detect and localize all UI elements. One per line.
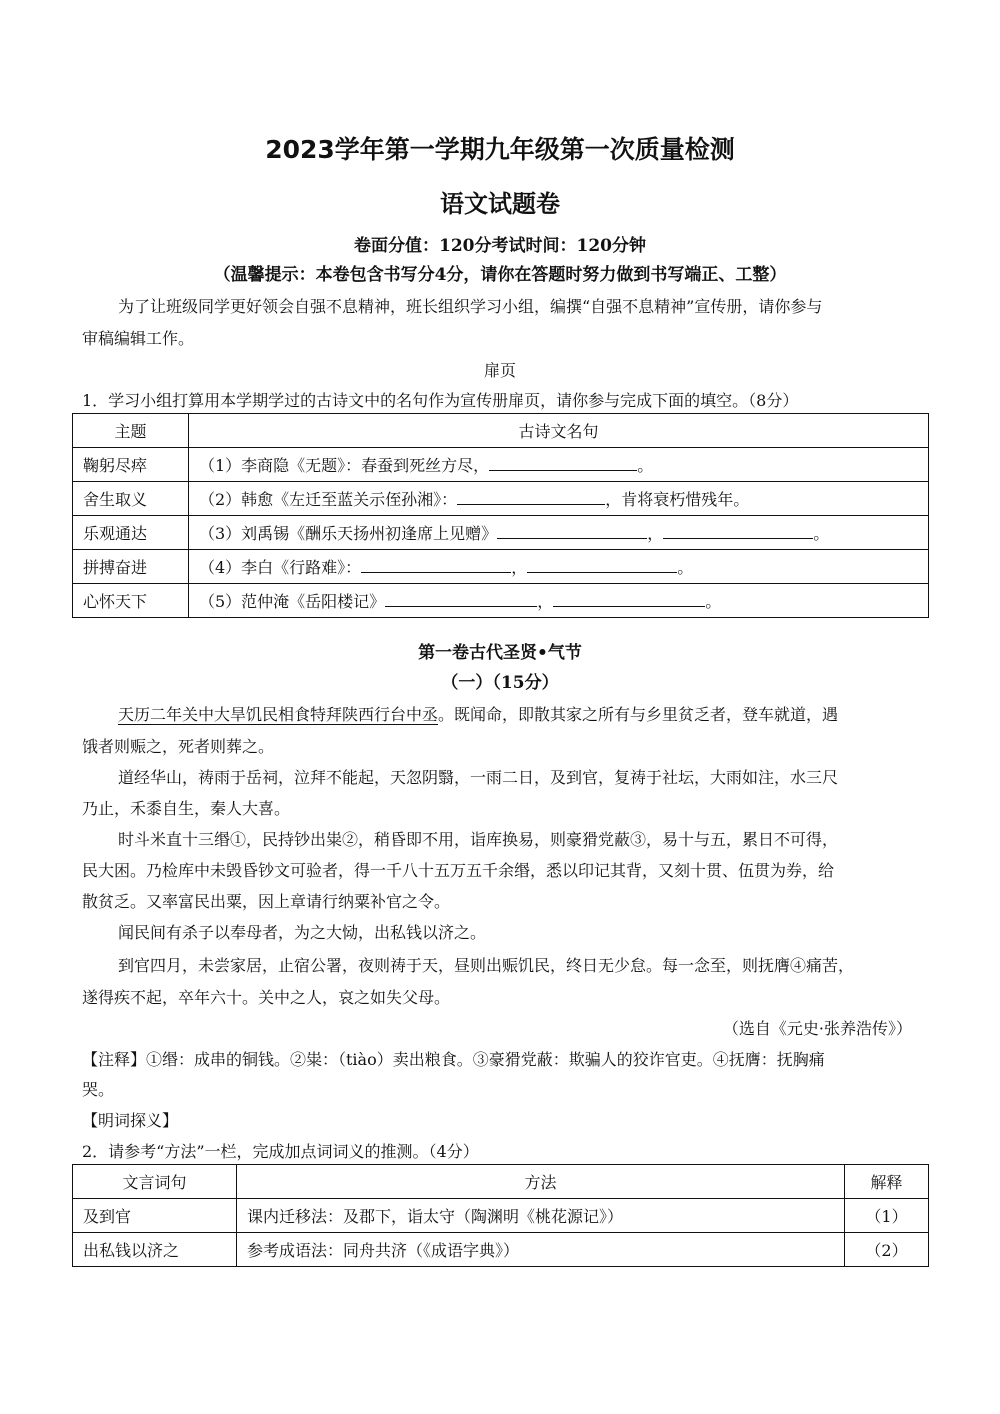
passage-p1-line-1: [118, 702, 838, 725]
answer-blank[interactable]: [385, 590, 537, 607]
table-row: [73, 584, 929, 618]
passage-p5-line-1: 到官四月，未尝家居，止宿公署，夜则祷于天，昼则出赈饥民，终日无少怠。每一念至，则抚膺④痛苦，: [118, 956, 855, 975]
tip-line: （温馨提示：本卷包含书写分4分，请你在答题时努力做到书写端正、工整）: [213, 265, 787, 285]
quote-suffix: 。: [677, 558, 694, 577]
section-words-heading: 【明词探义】: [82, 1111, 179, 1130]
passage-source: （选自《元史·张养浩传》）: [722, 1019, 912, 1038]
answer-blank[interactable]: [457, 488, 605, 505]
quote-cell: [189, 448, 929, 482]
answer-blank[interactable]: [663, 522, 813, 539]
column-header-phrase: 文言词句: [73, 1165, 237, 1199]
quote-separator: ，: [647, 524, 664, 543]
table-row: [73, 482, 929, 516]
column-header-method: 方法: [237, 1165, 845, 1199]
question-2-prompt: 2．请参考“方法”一栏，完成加点词词义的推测。（4分）: [82, 1142, 479, 1161]
passage-p3-line-2: 民大困。乃检库中未毁昏钞文可验者，得一千八十五万五千余缗，悉以印记其背，又刻十贯、伍贯为券，给: [82, 861, 835, 880]
table-header-row: [73, 414, 929, 448]
quote-suffix: 。: [705, 592, 722, 611]
quote-suffix: ，肯将衰朽惜残年。: [605, 490, 750, 509]
table-row: [73, 550, 929, 584]
answer-blank[interactable]: [553, 590, 705, 607]
quote-suffix: 。: [813, 524, 830, 543]
theme-cell: 舍生取义: [73, 482, 189, 516]
quote-prefix: （2）韩愈《左迁至蓝关示侄孙湘》：: [199, 490, 458, 509]
answer-blank[interactable]: [489, 454, 637, 471]
passage-p3-line-3: 散贫乏。又率富民出粟，因上章请行纳粟补官之令。: [82, 892, 451, 911]
passage-p2-line-1: 道经华山，祷雨于岳祠，泣拜不能起，天忽阴翳，一雨二日，及到官，复祷于社坛，大雨如注，水三尺: [118, 768, 839, 787]
volume-1-title: 第一卷古代圣贤•气节: [418, 643, 582, 663]
phrase-cell: 及到官: [73, 1199, 237, 1233]
underlined-sentence: 天历二年关中大旱饥民相食特拜陕西行台中丞: [118, 705, 439, 724]
quote-prefix: （5）范仲淹《岳阳楼记》: [199, 592, 386, 611]
quote-separator: ，: [537, 592, 554, 611]
theme-cell: 乐观通达: [73, 516, 189, 550]
quote-prefix: （4）李白《行路难》：: [199, 558, 362, 577]
exam-title: 2023学年第一学期九年级第一次质量检测: [265, 135, 735, 164]
quote-cell: [189, 516, 929, 550]
answer-blank[interactable]: [361, 556, 511, 573]
notes-line-1: 【注释】①缗：成串的铜钱。②粜：（tiào）卖出粮食。③豪猾党蔽：欺骗人的狡诈官吏。④抚膺：抚胸痛: [82, 1050, 825, 1069]
score-time-line: 卷面分值：120分考试时间：120分钟: [354, 236, 646, 256]
table-row: [73, 448, 929, 482]
notes-line-2: 哭。: [82, 1080, 115, 1099]
theme-cell: 心怀天下: [73, 584, 189, 618]
quote-separator: ，: [511, 558, 528, 577]
part-1-heading: （一）（15分）: [441, 673, 559, 693]
column-header-answer: 解释: [845, 1165, 929, 1199]
passage-p5-line-2: 遂得疾不起，卒年六十。关中之人，哀之如失父母。: [82, 988, 451, 1007]
passage-p3-line-1: 时斗米直十三缗①，民持钞出粜②，稍昏即不用，诣库换易，则豪猾党蔽③，易十与五，累日不可得，: [118, 830, 839, 849]
quote-cell: [189, 584, 929, 618]
quote-cell: [189, 482, 929, 516]
passage-p1-line-2: 饿者则赈之，死者则葬之。: [82, 737, 275, 756]
table-row: [73, 1199, 929, 1233]
method-cell: 参考成语法：同舟共济（《成语字典》）: [237, 1233, 845, 1267]
column-header-quote: 古诗文名句: [189, 414, 929, 448]
answer-cell[interactable]: （2）: [845, 1233, 929, 1267]
table-header-row: [73, 1165, 929, 1199]
answer-blank[interactable]: [527, 556, 677, 573]
answer-cell[interactable]: （1）: [845, 1199, 929, 1233]
question-1-prompt: 1．学习小组打算用本学期学过的古诗文中的名句作为宣传册扉页，请你参与完成下面的填空。（8分）: [82, 391, 799, 410]
passage-p4-line-1: 闻民间有杀子以奉母者，为之大恸，出私钱以济之。: [118, 923, 487, 942]
passage-p2-line-2: 乃止，禾黍自生，秦人大喜。: [82, 799, 291, 818]
fly-page-heading: 扉页: [483, 361, 516, 380]
passage-text: 。既闻命，即散其家之所有与乡里贫乏者，登车就道，遇: [438, 705, 839, 724]
quote-prefix: （1）李商隐《无题》：春蚕到死丝方尽，: [199, 456, 490, 475]
quote-cell: [189, 550, 929, 584]
column-header-theme: 主题: [73, 414, 189, 448]
quote-prefix: （3）刘禹锡《酬乐天扬州初逢席上见赠》: [199, 524, 498, 543]
theme-cell: 鞠躬尽瘁: [73, 448, 189, 482]
quote-suffix: 。: [637, 456, 654, 475]
exam-subtitle: 语文试题卷: [440, 190, 560, 218]
answer-blank[interactable]: [497, 522, 647, 539]
intro-line-1: 为了让班级同学更好领会自强不息精神，班长组织学习小组，编撰“自强不息精神”宣传册，请你参与: [118, 297, 823, 316]
intro-line-2: 审稿编辑工作。: [82, 329, 195, 348]
phrase-cell: 出私钱以济之: [73, 1233, 237, 1267]
table-row: [73, 1233, 929, 1267]
table-row: [73, 516, 929, 550]
question-2-table: [72, 1164, 929, 1267]
theme-cell: 拼搏奋进: [73, 550, 189, 584]
method-cell: 课内迁移法：及郡下，诣太守（陶渊明《桃花源记》）: [237, 1199, 845, 1233]
question-1-table: [72, 413, 929, 618]
